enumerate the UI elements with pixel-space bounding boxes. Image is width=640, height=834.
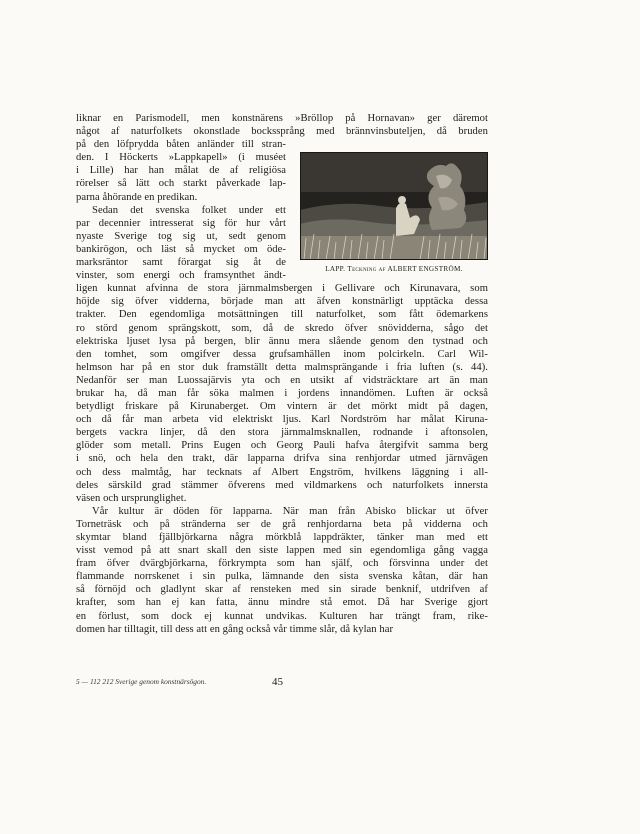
caption-middle: Teckning af bbox=[347, 265, 386, 273]
text-line: en förlust, som dock ej kunnat undvikas. Kulturen har trängt fram, rike- bbox=[76, 610, 488, 622]
text-line: skymtar bland fjällbjörkarna några mörkblå lappdräkter, tänker man med ett bbox=[76, 532, 488, 543]
text-line: ro störd genom sprängskott, som, då de skredo öfver snövidderna, sågo det bbox=[76, 322, 488, 334]
text-line: fram öfver dvärgbjörkarna, förkrympta som han själf, och försvinna under det bbox=[76, 558, 488, 570]
text-line: nyaste Sverige tog sig ut, sedt genom bbox=[76, 230, 286, 242]
text-line: krafter, som han ej kan fatta, ännu mindre stå emot. Då har Sverige gjort bbox=[76, 597, 488, 609]
page-number: 45 bbox=[272, 676, 283, 688]
text-line: Vår kultur är döden för lapparna. När man från Abisko blickar ut öfver bbox=[92, 505, 488, 517]
text-line: och dess malmtåg, har tecknats af Albert Engström, hvilkens läggning i all- bbox=[76, 466, 488, 478]
text-line: betydligt friskare på Kirunaberget. Om vintern är det mörkt midt på dagen, bbox=[76, 401, 488, 413]
text-line: och då får man arbeta vid elektriskt ljus. Karl Nordström har målat Kiruna- bbox=[76, 414, 488, 426]
text-line: så förnöjd och gladlynt skar af rensteken med sin sirade benknif, utdrifven af bbox=[76, 584, 488, 596]
text-line: den. I Höckerts »Lappkapell» (i muséet bbox=[76, 152, 286, 164]
text-line: marksräntor samt förargat sig åt de bbox=[76, 257, 286, 269]
text-line: den tomhet, som omgifver dessa grufsamhällen inom polcirkeln. Carl Wil- bbox=[76, 348, 488, 360]
drawing-image bbox=[300, 152, 488, 260]
caption-artist: ALBERT ENGSTRÖM. bbox=[387, 265, 463, 273]
text-line: i snö, och hela den trakt, där lapparna drifva sina renhjordar utmed järnvägen bbox=[76, 453, 488, 465]
text-line: på den löfprydda båten anländer till stran- bbox=[76, 139, 286, 151]
text-line: Sedan det svenska folket under ett bbox=[92, 204, 286, 216]
text-line: Nedanför ser man Luossajärvis yta och en utsikt af vidsträcktare art än man bbox=[76, 374, 488, 386]
figure-caption bbox=[300, 265, 488, 273]
caption-prefix: LAPP. bbox=[325, 265, 346, 273]
text-line: elektriska ljuset lysa på bergen, blir ännu mera slående genom den tystnad och bbox=[76, 335, 488, 347]
text-line: liknar en Parismodell, men konstnärens »Bröllop på Hornavan» ger däremot bbox=[76, 113, 488, 124]
text-line: bergets vackra linjer, då den stora järnmalmsknallen, rodnande i aftonsolen, bbox=[76, 427, 488, 439]
text-line: par decennier intresserat sig för hur vårt bbox=[76, 217, 286, 229]
text-line: helmson har på en stor duk framställt detta malmsprängande i fria luften (s. 44). bbox=[76, 361, 488, 373]
illustration-lapp bbox=[300, 152, 488, 260]
text-line: rörelser så lätt och starkt påverkade lap- bbox=[76, 178, 286, 190]
text-line: ligen kunnat afvinna de stora järnmalmsbergen i Gellivare och Kirunavara, som bbox=[76, 283, 488, 295]
text-line: vinster, som energi och framsynthet ändt- bbox=[76, 270, 286, 282]
footer-signature: 5 — 112 212 Sverige genom konstnärsögon. bbox=[76, 677, 207, 686]
text-line: visst vemod på att snart skall den siste lappen med sin egendomliga gång vagga bbox=[76, 545, 488, 557]
text-line: trakter. Den egendomliga motsättningen till naturfolket, som fått ödemarkens bbox=[76, 309, 488, 321]
text-line: i Lille) har han målat de af religiösa bbox=[76, 165, 286, 177]
text-line: väsen och ursprunglighet. bbox=[76, 492, 187, 504]
text-line: domen har tilltagit, till dess att en gång också vår timme slår, då kylan har bbox=[76, 623, 394, 635]
text-line: något af naturfolkets okonstlade bockssprång med brännvinsbuteljen, då bruden bbox=[76, 126, 488, 138]
text-line: Torneträsk och på stränderna ser de grå renhjordarna beta på vidderna och bbox=[76, 518, 488, 530]
text-line: glöder som metall. Prins Eugen och Georg Pauli hafva återgifvit samma berg bbox=[76, 440, 488, 452]
text-line: deles särskild grad stämmer öfverens med vildmarkens och naturfolkets innersta bbox=[76, 479, 488, 491]
text-line: parna åhörande en predikan. bbox=[76, 191, 198, 203]
text-line: höjde sig öfver vidderna, började man att äfven konstnärligt upptäcka dessa bbox=[76, 296, 488, 308]
text-line: flammande norrskenet i sin pulka, lämnande den sista svenska kåtan, där han bbox=[76, 571, 488, 583]
text-line: brukar ha, då man får söka malmen i jordens innandömen. Luften är också bbox=[76, 387, 488, 399]
text-line: bankirögon, och läst så mycket om öde- bbox=[76, 243, 286, 255]
